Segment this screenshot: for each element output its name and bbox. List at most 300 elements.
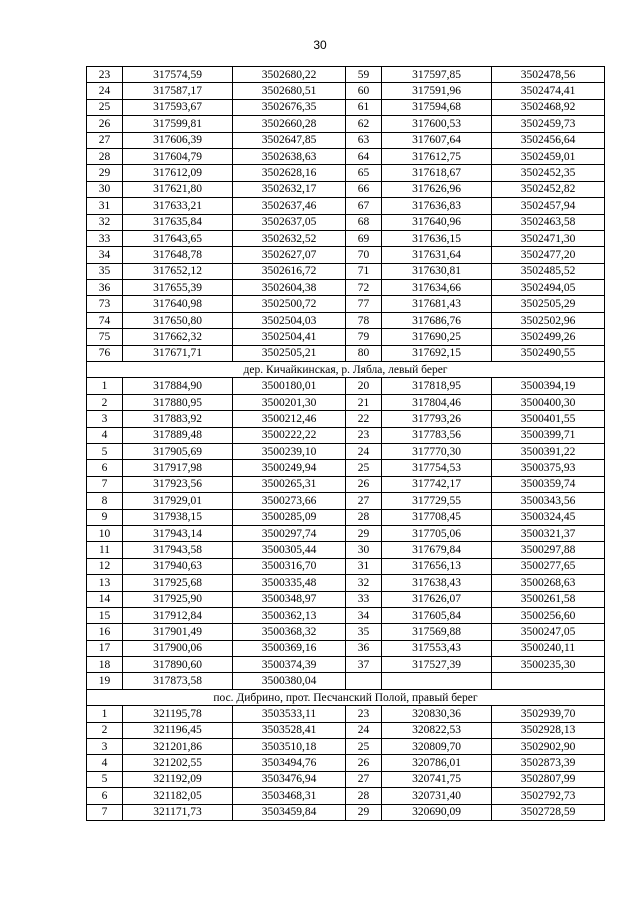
point-number-right: 78 xyxy=(346,312,382,328)
point-number-left: 16 xyxy=(87,624,123,640)
x-coordinate-left: 317873,58 xyxy=(123,673,233,689)
table-row xyxy=(87,542,605,558)
y-coordinate-right: 3502471,30 xyxy=(492,230,605,246)
x-coordinate-right: 317638,43 xyxy=(382,575,492,591)
y-coordinate-left: 3500380,04 xyxy=(233,673,346,689)
table-row xyxy=(87,493,605,509)
y-coordinate-left: 3502637,05 xyxy=(233,214,346,230)
point-number-left: 4 xyxy=(87,755,123,771)
y-coordinate-left: 3500265,31 xyxy=(233,476,346,492)
x-coordinate-left: 317612,09 xyxy=(123,165,233,181)
y-coordinate-left: 3502660,28 xyxy=(233,116,346,132)
y-coordinate-left: 3502604,38 xyxy=(233,280,346,296)
point-number-right: 59 xyxy=(346,67,382,83)
x-coordinate-right: 317607,64 xyxy=(382,132,492,148)
point-number-left: 7 xyxy=(87,804,123,820)
point-number-left: 24 xyxy=(87,83,123,99)
point-number-right: 77 xyxy=(346,296,382,312)
y-coordinate-right: 3500359,74 xyxy=(492,476,605,492)
y-coordinate-right: 3500391,22 xyxy=(492,443,605,459)
x-coordinate-right: 317630,81 xyxy=(382,263,492,279)
table-row xyxy=(87,476,605,492)
y-coordinate-right: 3502452,82 xyxy=(492,181,605,197)
table-row xyxy=(87,607,605,623)
x-coordinate-left: 317648,78 xyxy=(123,247,233,263)
y-coordinate-left: 3500285,09 xyxy=(233,509,346,525)
x-coordinate-left: 317655,39 xyxy=(123,280,233,296)
section-title: пос. Дибрино, прот. Песчанский Полой, правый берег xyxy=(87,689,605,705)
point-number-right: 34 xyxy=(346,607,382,623)
y-coordinate-right: 3500235,30 xyxy=(492,657,605,673)
y-coordinate-left: 3503528,41 xyxy=(233,722,346,738)
point-number-right: 24 xyxy=(346,443,382,459)
x-coordinate-left: 317889,48 xyxy=(123,427,233,443)
table-row xyxy=(87,411,605,427)
x-coordinate-left: 317652,12 xyxy=(123,263,233,279)
y-coordinate-left: 3500335,48 xyxy=(233,575,346,591)
table-row xyxy=(87,148,605,164)
point-number-left: 33 xyxy=(87,230,123,246)
table-row xyxy=(87,804,605,820)
table-row xyxy=(87,525,605,541)
point-number-left: 74 xyxy=(87,312,123,328)
point-number-right: 70 xyxy=(346,247,382,263)
table-row xyxy=(87,657,605,673)
x-coordinate-left: 317604,79 xyxy=(123,148,233,164)
x-coordinate-left: 317923,56 xyxy=(123,476,233,492)
point-number-left: 75 xyxy=(87,329,123,345)
y-coordinate-left: 3502500,72 xyxy=(233,296,346,312)
x-coordinate-right: 317818,95 xyxy=(382,378,492,394)
point-number-right xyxy=(346,673,382,689)
x-coordinate-right: 317591,96 xyxy=(382,83,492,99)
y-coordinate-left: 3500368,32 xyxy=(233,624,346,640)
point-number-right: 28 xyxy=(346,509,382,525)
y-coordinate-right: 3502457,94 xyxy=(492,198,605,214)
x-coordinate-right: 317640,96 xyxy=(382,214,492,230)
y-coordinate-left: 3502628,16 xyxy=(233,165,346,181)
table-row xyxy=(87,214,605,230)
y-coordinate-right: 3502792,73 xyxy=(492,788,605,804)
y-coordinate-right: 3500399,71 xyxy=(492,427,605,443)
coordinates-table-body xyxy=(87,67,605,821)
y-coordinate-right: 3500277,65 xyxy=(492,558,605,574)
x-coordinate-right: 317681,43 xyxy=(382,296,492,312)
point-number-right: 32 xyxy=(346,575,382,591)
x-coordinate-right: 317553,43 xyxy=(382,640,492,656)
table-row xyxy=(87,99,605,115)
point-number-right: 31 xyxy=(346,558,382,574)
y-coordinate-left: 3502647,85 xyxy=(233,132,346,148)
y-coordinate-right: 3502928,13 xyxy=(492,722,605,738)
y-coordinate-right: 3502459,73 xyxy=(492,116,605,132)
x-coordinate-right: 317679,84 xyxy=(382,542,492,558)
point-number-right: 79 xyxy=(346,329,382,345)
table-row xyxy=(87,722,605,738)
x-coordinate-right: 317636,83 xyxy=(382,198,492,214)
x-coordinate-left: 317640,98 xyxy=(123,296,233,312)
point-number-left: 27 xyxy=(87,132,123,148)
point-number-right: 20 xyxy=(346,378,382,394)
table-row xyxy=(87,296,605,312)
point-number-left: 5 xyxy=(87,771,123,787)
x-coordinate-right: 317626,07 xyxy=(382,591,492,607)
y-coordinate-left: 3502680,51 xyxy=(233,83,346,99)
x-coordinate-left: 317671,71 xyxy=(123,345,233,361)
y-coordinate-right: 3502463,58 xyxy=(492,214,605,230)
table-row xyxy=(87,198,605,214)
y-coordinate-left: 3500374,39 xyxy=(233,657,346,673)
y-coordinate-right: 3500247,05 xyxy=(492,624,605,640)
x-coordinate-left: 317943,14 xyxy=(123,525,233,541)
y-coordinate-right: 3502902,90 xyxy=(492,739,605,755)
x-coordinate-right: 317770,30 xyxy=(382,443,492,459)
x-coordinate-left: 317662,32 xyxy=(123,329,233,345)
y-coordinate-right: 3502502,96 xyxy=(492,312,605,328)
point-number-left: 6 xyxy=(87,788,123,804)
point-number-right: 63 xyxy=(346,132,382,148)
y-coordinate-left: 3500297,74 xyxy=(233,525,346,541)
y-coordinate-right: 3502452,35 xyxy=(492,165,605,181)
table-row xyxy=(87,640,605,656)
point-number-right: 24 xyxy=(346,722,382,738)
point-number-left: 30 xyxy=(87,181,123,197)
table-row xyxy=(87,312,605,328)
y-coordinate-left: 3500222,22 xyxy=(233,427,346,443)
x-coordinate-right: 317600,53 xyxy=(382,116,492,132)
x-coordinate-right: 317742,17 xyxy=(382,476,492,492)
coordinates-table xyxy=(86,66,605,821)
x-coordinate-right: 320741,75 xyxy=(382,771,492,787)
point-number-left: 13 xyxy=(87,575,123,591)
x-coordinate-right xyxy=(382,673,492,689)
x-coordinate-right: 317569,88 xyxy=(382,624,492,640)
point-number-left: 23 xyxy=(87,67,123,83)
y-coordinate-left: 3500348,97 xyxy=(233,591,346,607)
point-number-left: 73 xyxy=(87,296,123,312)
table-row xyxy=(87,771,605,787)
y-coordinate-left: 3502616,72 xyxy=(233,263,346,279)
y-coordinate-left: 3500239,10 xyxy=(233,443,346,459)
point-number-left: 36 xyxy=(87,280,123,296)
point-number-right: 65 xyxy=(346,165,382,181)
point-number-right: 22 xyxy=(346,411,382,427)
x-coordinate-right: 317626,96 xyxy=(382,181,492,197)
table-row xyxy=(87,443,605,459)
table-row xyxy=(87,67,605,83)
point-number-left: 7 xyxy=(87,476,123,492)
x-coordinate-left: 317633,21 xyxy=(123,198,233,214)
point-number-right: 37 xyxy=(346,657,382,673)
point-number-right: 26 xyxy=(346,476,382,492)
x-coordinate-left: 321196,45 xyxy=(123,722,233,738)
y-coordinate-right: 3500261,58 xyxy=(492,591,605,607)
x-coordinate-right: 317804,46 xyxy=(382,394,492,410)
table-row xyxy=(87,460,605,476)
x-coordinate-left: 317643,65 xyxy=(123,230,233,246)
point-number-right: 27 xyxy=(346,493,382,509)
point-number-right: 29 xyxy=(346,804,382,820)
x-coordinate-left: 321195,78 xyxy=(123,706,233,722)
y-coordinate-left: 3500249,94 xyxy=(233,460,346,476)
point-number-left: 9 xyxy=(87,509,123,525)
y-coordinate-right: 3500401,55 xyxy=(492,411,605,427)
y-coordinate-left: 3500316,70 xyxy=(233,558,346,574)
point-number-right: 23 xyxy=(346,706,382,722)
point-number-right: 69 xyxy=(346,230,382,246)
point-number-left: 10 xyxy=(87,525,123,541)
y-coordinate-left: 3503533,11 xyxy=(233,706,346,722)
y-coordinate-left: 3500369,16 xyxy=(233,640,346,656)
table-row xyxy=(87,132,605,148)
point-number-right: 26 xyxy=(346,755,382,771)
x-coordinate-left: 317593,67 xyxy=(123,99,233,115)
y-coordinate-left: 3502632,17 xyxy=(233,181,346,197)
table-row xyxy=(87,329,605,345)
point-number-right: 62 xyxy=(346,116,382,132)
y-coordinate-right: 3502474,41 xyxy=(492,83,605,99)
y-coordinate-right xyxy=(492,673,605,689)
point-number-right: 64 xyxy=(346,148,382,164)
y-coordinate-left: 3503468,31 xyxy=(233,788,346,804)
x-coordinate-right: 317618,67 xyxy=(382,165,492,181)
point-number-left: 2 xyxy=(87,722,123,738)
x-coordinate-left: 321202,55 xyxy=(123,755,233,771)
y-coordinate-right: 3500324,45 xyxy=(492,509,605,525)
x-coordinate-right: 320786,01 xyxy=(382,755,492,771)
y-coordinate-left: 3500201,30 xyxy=(233,394,346,410)
y-coordinate-left: 3502504,03 xyxy=(233,312,346,328)
y-coordinate-left: 3500305,44 xyxy=(233,542,346,558)
point-number-left: 14 xyxy=(87,591,123,607)
y-coordinate-right: 3500375,93 xyxy=(492,460,605,476)
x-coordinate-left: 317925,68 xyxy=(123,575,233,591)
x-coordinate-right: 317692,15 xyxy=(382,345,492,361)
point-number-right: 66 xyxy=(346,181,382,197)
y-coordinate-left: 3502637,46 xyxy=(233,198,346,214)
x-coordinate-left: 317943,58 xyxy=(123,542,233,558)
y-coordinate-right: 3502728,59 xyxy=(492,804,605,820)
point-number-left: 8 xyxy=(87,493,123,509)
x-coordinate-right: 317636,15 xyxy=(382,230,492,246)
y-coordinate-left: 3502504,41 xyxy=(233,329,346,345)
point-number-right: 36 xyxy=(346,640,382,656)
y-coordinate-right: 3500297,88 xyxy=(492,542,605,558)
table-row xyxy=(87,558,605,574)
x-coordinate-left: 317880,95 xyxy=(123,394,233,410)
point-number-left: 76 xyxy=(87,345,123,361)
table-row xyxy=(87,394,605,410)
x-coordinate-left: 317938,15 xyxy=(123,509,233,525)
table-row xyxy=(87,509,605,525)
point-number-right: 21 xyxy=(346,394,382,410)
x-coordinate-right: 317631,64 xyxy=(382,247,492,263)
table-row xyxy=(87,427,605,443)
x-coordinate-left: 317621,80 xyxy=(123,181,233,197)
point-number-right: 28 xyxy=(346,788,382,804)
x-coordinate-right: 317708,45 xyxy=(382,509,492,525)
point-number-left: 3 xyxy=(87,739,123,755)
x-coordinate-left: 317940,63 xyxy=(123,558,233,574)
point-number-left: 25 xyxy=(87,99,123,115)
x-coordinate-left: 317890,60 xyxy=(123,657,233,673)
x-coordinate-left: 317912,84 xyxy=(123,607,233,623)
point-number-left: 6 xyxy=(87,460,123,476)
y-coordinate-left: 3503476,94 xyxy=(233,771,346,787)
point-number-left: 18 xyxy=(87,657,123,673)
point-number-right: 35 xyxy=(346,624,382,640)
x-coordinate-right: 317690,25 xyxy=(382,329,492,345)
point-number-left: 2 xyxy=(87,394,123,410)
point-number-right: 30 xyxy=(346,542,382,558)
x-coordinate-right: 320830,36 xyxy=(382,706,492,722)
point-number-right: 25 xyxy=(346,739,382,755)
y-coordinate-right: 3502807,99 xyxy=(492,771,605,787)
x-coordinate-left: 317606,39 xyxy=(123,132,233,148)
point-number-right: 68 xyxy=(346,214,382,230)
y-coordinate-left: 3502505,21 xyxy=(233,345,346,361)
table-row xyxy=(87,116,605,132)
x-coordinate-left: 317929,01 xyxy=(123,493,233,509)
table-row xyxy=(87,788,605,804)
x-coordinate-left: 317599,81 xyxy=(123,116,233,132)
x-coordinate-left: 317883,92 xyxy=(123,411,233,427)
point-number-right: 80 xyxy=(346,345,382,361)
x-coordinate-left: 317905,69 xyxy=(123,443,233,459)
y-coordinate-left: 3503510,18 xyxy=(233,739,346,755)
point-number-left: 1 xyxy=(87,378,123,394)
x-coordinate-right: 317612,75 xyxy=(382,148,492,164)
y-coordinate-left: 3502638,63 xyxy=(233,148,346,164)
x-coordinate-right: 317793,26 xyxy=(382,411,492,427)
point-number-left: 1 xyxy=(87,706,123,722)
y-coordinate-right: 3502505,29 xyxy=(492,296,605,312)
y-coordinate-right: 3502490,55 xyxy=(492,345,605,361)
y-coordinate-right: 3502477,20 xyxy=(492,247,605,263)
point-number-left: 29 xyxy=(87,165,123,181)
point-number-left: 26 xyxy=(87,116,123,132)
section-title-row xyxy=(87,362,605,378)
table-row xyxy=(87,739,605,755)
x-coordinate-left: 317650,80 xyxy=(123,312,233,328)
table-row xyxy=(87,345,605,361)
y-coordinate-right: 3502939,70 xyxy=(492,706,605,722)
x-coordinate-right: 320809,70 xyxy=(382,739,492,755)
y-coordinate-right: 3502478,56 xyxy=(492,67,605,83)
x-coordinate-right: 317605,84 xyxy=(382,607,492,623)
x-coordinate-left: 317901,49 xyxy=(123,624,233,640)
x-coordinate-right: 317656,13 xyxy=(382,558,492,574)
x-coordinate-left: 317635,84 xyxy=(123,214,233,230)
point-number-right: 71 xyxy=(346,263,382,279)
y-coordinate-right: 3500240,11 xyxy=(492,640,605,656)
y-coordinate-right: 3502485,52 xyxy=(492,263,605,279)
y-coordinate-right: 3500343,56 xyxy=(492,493,605,509)
x-coordinate-right: 320731,40 xyxy=(382,788,492,804)
x-coordinate-right: 320822,53 xyxy=(382,722,492,738)
point-number-left: 19 xyxy=(87,673,123,689)
x-coordinate-left: 317884,90 xyxy=(123,378,233,394)
table-row xyxy=(87,247,605,263)
table-row xyxy=(87,230,605,246)
table-row xyxy=(87,624,605,640)
y-coordinate-right: 3500268,63 xyxy=(492,575,605,591)
point-number-right: 33 xyxy=(346,591,382,607)
point-number-right: 61 xyxy=(346,99,382,115)
y-coordinate-left: 3500180,01 xyxy=(233,378,346,394)
x-coordinate-left: 317587,17 xyxy=(123,83,233,99)
table-row xyxy=(87,280,605,296)
x-coordinate-left: 317900,06 xyxy=(123,640,233,656)
x-coordinate-left: 321192,09 xyxy=(123,771,233,787)
table-row xyxy=(87,591,605,607)
y-coordinate-left: 3502627,07 xyxy=(233,247,346,263)
point-number-left: 31 xyxy=(87,198,123,214)
x-coordinate-right: 317754,53 xyxy=(382,460,492,476)
y-coordinate-left: 3500273,66 xyxy=(233,493,346,509)
y-coordinate-right: 3502499,26 xyxy=(492,329,605,345)
table-row xyxy=(87,673,605,689)
table-row xyxy=(87,575,605,591)
x-coordinate-right: 317686,76 xyxy=(382,312,492,328)
point-number-left: 32 xyxy=(87,214,123,230)
point-number-left: 17 xyxy=(87,640,123,656)
point-number-left: 34 xyxy=(87,247,123,263)
y-coordinate-left: 3502680,22 xyxy=(233,67,346,83)
point-number-left: 5 xyxy=(87,443,123,459)
y-coordinate-left: 3502632,52 xyxy=(233,230,346,246)
table-row xyxy=(87,263,605,279)
x-coordinate-left: 317917,98 xyxy=(123,460,233,476)
page-number: 30 xyxy=(313,38,327,52)
y-coordinate-right: 3502873,39 xyxy=(492,755,605,771)
point-number-left: 28 xyxy=(87,148,123,164)
table-row xyxy=(87,165,605,181)
point-number-left: 12 xyxy=(87,558,123,574)
x-coordinate-right: 317729,55 xyxy=(382,493,492,509)
y-coordinate-left: 3503494,76 xyxy=(233,755,346,771)
y-coordinate-right: 3500321,37 xyxy=(492,525,605,541)
x-coordinate-right: 317527,39 xyxy=(382,657,492,673)
y-coordinate-left: 3503459,84 xyxy=(233,804,346,820)
point-number-right: 25 xyxy=(346,460,382,476)
point-number-left: 4 xyxy=(87,427,123,443)
y-coordinate-right: 3500394,19 xyxy=(492,378,605,394)
point-number-right: 72 xyxy=(346,280,382,296)
point-number-right: 67 xyxy=(346,198,382,214)
x-coordinate-left: 321171,73 xyxy=(123,804,233,820)
point-number-left: 35 xyxy=(87,263,123,279)
table-row xyxy=(87,378,605,394)
point-number-left: 15 xyxy=(87,607,123,623)
x-coordinate-right: 317783,56 xyxy=(382,427,492,443)
point-number-right: 23 xyxy=(346,427,382,443)
x-coordinate-right: 320690,09 xyxy=(382,804,492,820)
x-coordinate-right: 317634,66 xyxy=(382,280,492,296)
y-coordinate-right: 3502459,01 xyxy=(492,148,605,164)
x-coordinate-right: 317705,06 xyxy=(382,525,492,541)
y-coordinate-right: 3500256,60 xyxy=(492,607,605,623)
point-number-left: 11 xyxy=(87,542,123,558)
x-coordinate-left: 317925,90 xyxy=(123,591,233,607)
point-number-right: 27 xyxy=(346,771,382,787)
y-coordinate-right: 3502456,64 xyxy=(492,132,605,148)
y-coordinate-left: 3502676,35 xyxy=(233,99,346,115)
section-title-row xyxy=(87,689,605,705)
y-coordinate-left: 3500212,46 xyxy=(233,411,346,427)
x-coordinate-left: 317574,59 xyxy=(123,67,233,83)
point-number-left: 3 xyxy=(87,411,123,427)
